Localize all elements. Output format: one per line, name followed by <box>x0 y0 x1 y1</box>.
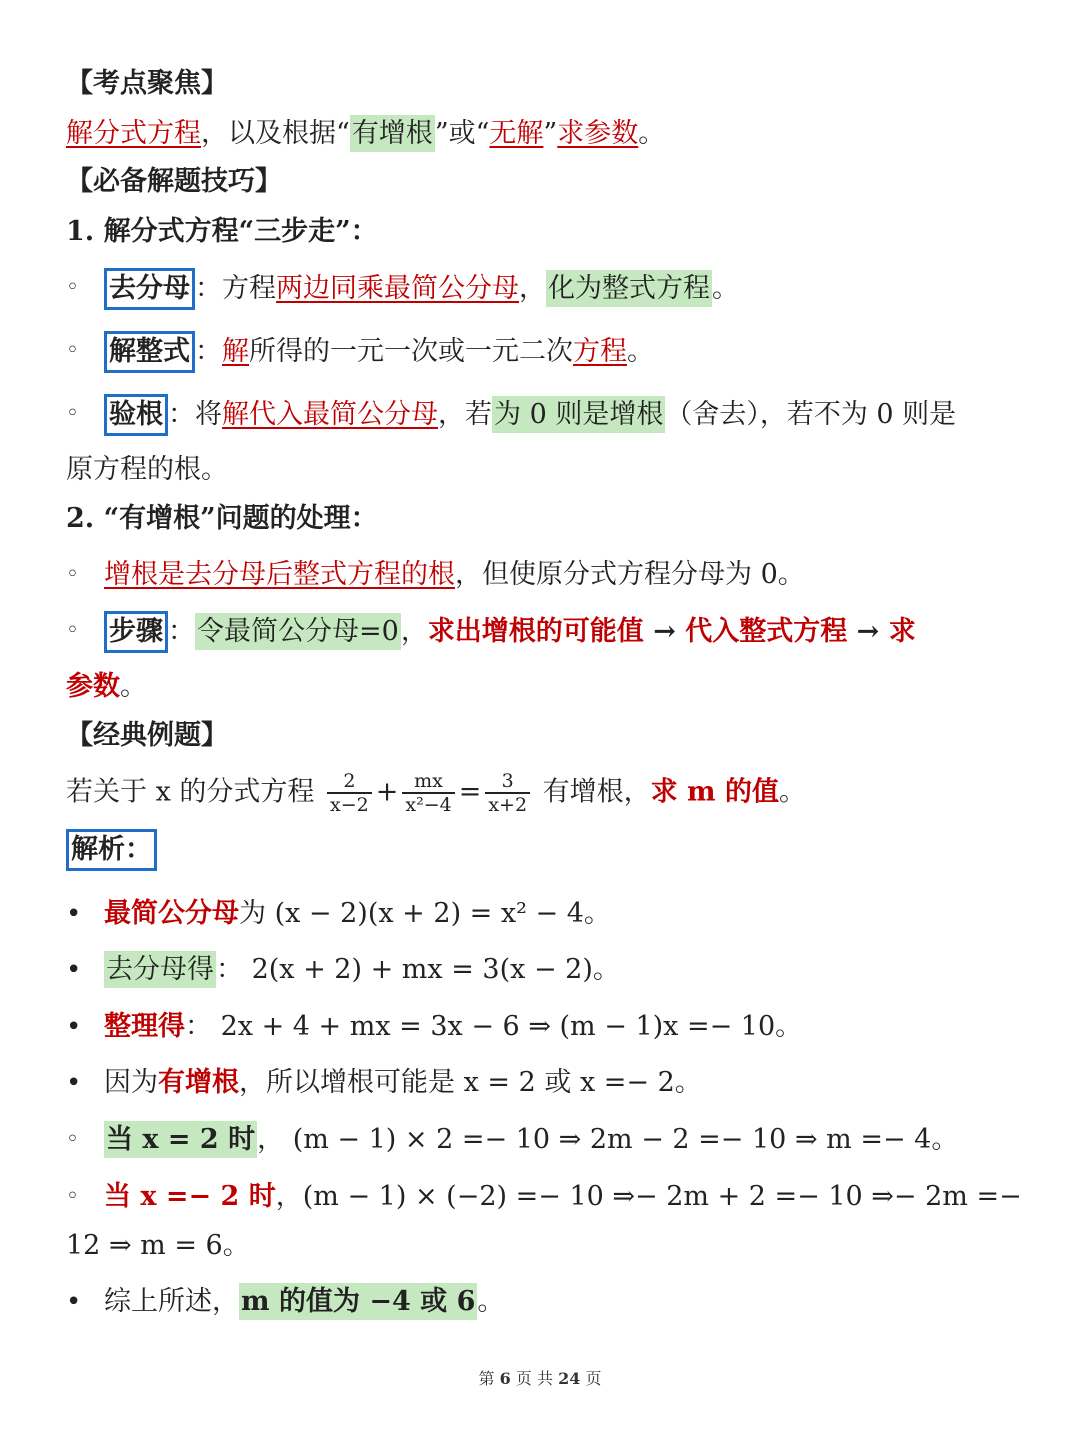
question-text: 。 <box>779 776 807 808</box>
fraction-denominator: x²−4 <box>405 794 452 816</box>
solution-math: ，所以增根可能是 x = 2 或 x =− 2。 <box>239 1067 702 1098</box>
step-2 <box>104 331 1018 373</box>
extra-root-point-1 <box>104 555 1018 595</box>
solution-text: 综上所述， <box>104 1286 239 1317</box>
extra-root-definition: 增根是去分母后整式方程的根 <box>104 559 455 590</box>
page-footer <box>0 1366 1080 1389</box>
example-question <box>66 770 1018 816</box>
step-text: 。 <box>712 273 739 304</box>
page-total: 24 <box>558 1369 581 1388</box>
step-3 <box>104 394 1018 436</box>
footer-text: 第 <box>478 1369 495 1388</box>
fraction-numerator: 3 <box>485 770 530 794</box>
solution-line-3 <box>104 1007 1018 1047</box>
procedure-box: 步骤 <box>104 611 168 653</box>
focus-text: ”或“ <box>434 118 490 149</box>
step-text: 所得的一元一次或一元二次 <box>249 336 573 367</box>
solution-red: 有增根 <box>158 1067 239 1098</box>
circle-bullet: ◦ <box>66 618 79 643</box>
step-text: 。 <box>627 336 654 367</box>
step-text: （舍去），若不为 0 则是 <box>665 399 957 430</box>
extra-root-text: ： <box>168 616 195 647</box>
solution-line-6 <box>104 1177 1020 1217</box>
circle-bullet: ◦ <box>66 275 79 300</box>
dot-bullet: • <box>66 1012 82 1042</box>
extra-root-text: 。 <box>120 671 147 702</box>
dot-bullet: • <box>66 1068 82 1098</box>
focus-line <box>66 114 1018 154</box>
dot-bullet: • <box>66 1287 82 1317</box>
solution-answer: m 的值为 −4 或 6 <box>239 1283 477 1320</box>
footer-text: 页 <box>585 1369 602 1388</box>
step-3-green: 为 0 则是增根 <box>492 396 665 433</box>
step-1-green: 化为整式方程 <box>546 270 712 307</box>
solution-text: 因为 <box>104 1067 158 1098</box>
step-1-red: 两边同乘最简公分母 <box>276 273 519 304</box>
procedure-continued <box>66 667 1018 707</box>
procedure-red-1: 求出增根的可能值 <box>427 616 644 647</box>
circle-bullet: ◦ <box>66 401 79 426</box>
circle-bullet: ◦ <box>66 338 79 363</box>
page-number: 6 <box>499 1369 511 1388</box>
circle-bullet: ◦ <box>66 1184 79 1209</box>
solution-line-2 <box>104 950 1018 990</box>
extra-root-heading: 2. “有增根”问题的处理： <box>66 503 378 534</box>
circle-bullet: ◦ <box>66 562 79 587</box>
section-title-skills: 【必备解题技巧】 <box>66 166 282 197</box>
plus-sign: + <box>375 776 399 808</box>
question-text: 若关于 x 的分式方程 <box>66 776 315 808</box>
focus-text: ” <box>543 118 558 149</box>
step-1 <box>104 268 1018 310</box>
arrow-icon: → <box>643 616 686 647</box>
focus-no-solution: 无解 <box>489 118 544 149</box>
solution-math: ： 2x + 4 + mx = 3x − 6 ⇒ (m − 1)x =− 10。 <box>185 1011 803 1042</box>
fraction-numerator: 2 <box>327 770 372 794</box>
fraction-1 <box>327 770 372 816</box>
step-3-red: 解代入最简公分母 <box>222 399 438 430</box>
step-3-continued: 原方程的根。 <box>66 454 228 485</box>
solution-red: 最简公分母 <box>104 898 239 929</box>
solution-label-line <box>66 829 1018 871</box>
procedure-green: 令最简公分母=0 <box>195 613 401 650</box>
solution-label-box: 解析： <box>66 829 157 871</box>
section-title-examples: 【经典例题】 <box>66 720 228 751</box>
solution-text: 。 <box>477 1286 505 1317</box>
fraction-denominator: x+2 <box>488 794 528 816</box>
step-text: ， <box>519 273 546 304</box>
solution-line-4 <box>104 1063 1018 1103</box>
focus-text: ，以及根据“ <box>201 118 350 149</box>
extra-root-text: ，但使原分式方程分母为 0。 <box>455 559 805 590</box>
procedure-red-2: 代入整式方程 <box>685 616 848 647</box>
step-1-box: 去分母 <box>104 268 195 310</box>
step-2-box: 解整式 <box>104 331 195 373</box>
step-text: ，若 <box>438 399 492 430</box>
question-text: 有增根， <box>542 776 651 808</box>
procedure-red-3: 求 <box>888 616 916 647</box>
footer-text: 页 共 <box>515 1369 553 1388</box>
dot-bullet: • <box>66 955 82 985</box>
focus-extra-root: 有增根 <box>350 115 435 152</box>
step-2-red: 解 <box>222 336 249 367</box>
step-text: ：方程 <box>195 273 276 304</box>
solution-math: ， (m − 1) × 2 =− 10 ⇒ 2m − 2 =− 10 ⇒ m =− 4。 <box>257 1124 959 1155</box>
step-text: ： <box>195 336 222 367</box>
question-ask: 求 m 的值 <box>650 776 780 808</box>
dot-bullet: • <box>66 899 82 929</box>
fraction-numerator: mx <box>402 770 454 794</box>
step-text: ：将 <box>168 399 222 430</box>
solution-red: 当 x =− 2 时 <box>104 1181 276 1212</box>
fraction-2 <box>402 770 454 816</box>
fraction-3 <box>485 770 530 816</box>
extra-root-point-2 <box>104 611 1010 653</box>
step-2-red: 方程 <box>573 336 627 367</box>
step-3-box: 验根 <box>104 394 168 436</box>
solution-green: 去分母得 <box>104 951 216 988</box>
circle-bullet: ◦ <box>66 1127 79 1152</box>
steps-heading: 1. 解分式方程“三步走”： <box>66 216 378 247</box>
section-title-focus: 【考点聚焦】 <box>66 68 228 99</box>
procedure-param: 参数 <box>66 671 120 702</box>
equals-sign: = <box>458 776 482 808</box>
solution-line-7 <box>104 1282 1018 1322</box>
solution-red: 整理得 <box>104 1011 185 1042</box>
solution-math: ，(m − 1) × (−2) =− 10 ⇒− 2m + 2 =− 10 ⇒− 2m =− <box>275 1181 1022 1212</box>
fraction-denominator: x−2 <box>330 794 369 816</box>
solution-math: 为 (x − 2)(x + 2) = x² − 4。 <box>239 898 611 929</box>
arrow-icon: → <box>847 616 889 647</box>
focus-find-param: 求参数 <box>557 118 639 149</box>
solution-math: ： 2(x + 2) + mx = 3(x − 2)。 <box>216 954 620 985</box>
solution-line-6-continued: 12 ⇒ m = 6。 <box>66 1230 250 1261</box>
solution-line-1 <box>104 894 1018 934</box>
solution-green: 当 x = 2 时 <box>104 1121 257 1158</box>
solution-line-5 <box>104 1120 1018 1160</box>
focus-text: 。 <box>638 118 666 149</box>
extra-root-text: ， <box>400 616 428 647</box>
focus-solve-fraction: 解分式方程 <box>66 118 201 149</box>
